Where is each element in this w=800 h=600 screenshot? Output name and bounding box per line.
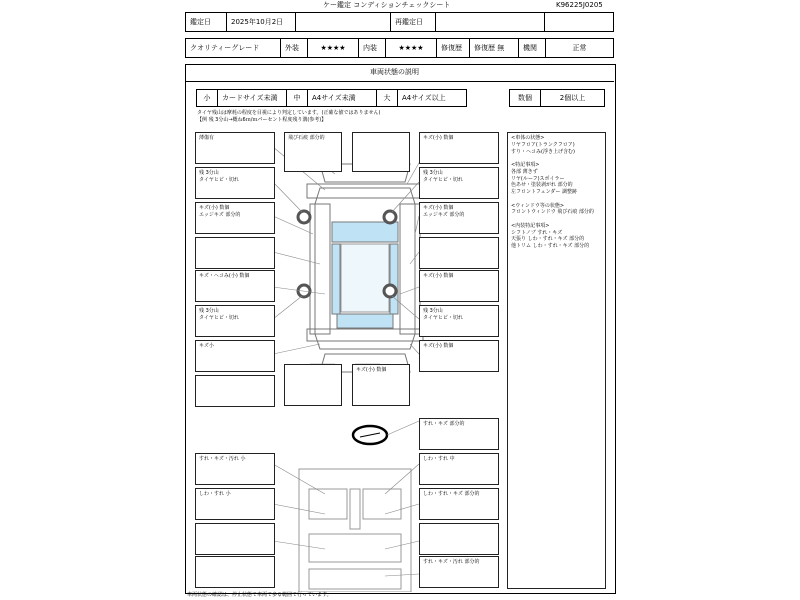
roof-panel <box>341 244 389 312</box>
ext-box-bottom-center-right: キズ(小) 数個 <box>352 364 410 406</box>
ext-box-top-center-right <box>352 132 410 172</box>
front-left-seat <box>309 489 347 519</box>
interior-outline <box>299 469 411 592</box>
interior-label: 内装 <box>359 39 386 58</box>
notes-line: 左フロントフェンダー 調整跡 <box>511 189 577 195</box>
notes-line: すり・ヘコみ(浮き上げ含む) <box>511 148 575 155</box>
ext-box-left-5: キズ・ヘコみ(小) 数個 <box>195 270 275 302</box>
luggage-area <box>309 569 401 589</box>
rear-seat <box>309 534 401 562</box>
notes-line: <ウィンドウ等の状態> <box>511 202 565 209</box>
ext-box-right-5: キズ(小) 数個 <box>419 270 499 302</box>
left-side-profile <box>310 204 330 334</box>
reappraisal-date-value <box>436 13 545 32</box>
front-right-wheel <box>384 211 396 223</box>
notes-line: <内装特記事項> <box>511 222 550 229</box>
ext-box-left-2: 残 3分山 タイヤヒビ・切れ <box>195 167 275 199</box>
size-small-desc: カードサイズ未満 <box>218 90 287 107</box>
count-label: 数個 <box>510 90 541 107</box>
quality-grade-label: クオリティーグレード <box>186 39 281 58</box>
ext-box-left-1: 薄傷有 <box>195 132 275 164</box>
size-medium-label: 中 <box>287 90 308 107</box>
int-box-steering: すれ・キズ 部分的 <box>419 418 499 450</box>
info-row <box>185 12 614 32</box>
ext-box-right-2: 残 3分山 タイヤヒビ・切れ <box>419 167 499 199</box>
rear-bumper <box>307 329 423 341</box>
ext-box-right-7: キズ(小) 数個 <box>419 340 499 372</box>
grade-row <box>185 38 614 58</box>
appraisal-date-value: 2025年10月2日 <box>227 13 296 32</box>
ext-box-right-4 <box>419 237 499 269</box>
footer-note: 車両状態の確認は、停止状態で車両で多る範囲で行っています。 <box>187 592 332 598</box>
center-console <box>350 489 360 529</box>
right-side-profile <box>400 204 420 334</box>
left-glass <box>332 244 340 314</box>
notes-line: シフトノブ すれ・キズ <box>511 229 563 236</box>
notes-line: 天張り しわ・すれ・キズ 部分的 <box>511 236 585 243</box>
ext-box-top-center-left: 飛び石痕 部分的 <box>284 132 342 172</box>
int-box-right-1: しわ・すれ 中 <box>419 453 499 485</box>
int-box-left-2: しわ・すれ 小 <box>195 488 275 520</box>
repair-history-value: 修復歴 無 <box>470 39 519 58</box>
notes-line: <車体の状態> <box>511 135 545 141</box>
notes-line: 色あせ・塗装剥がれ 部分的 <box>511 182 573 189</box>
int-box-right-3 <box>419 523 499 555</box>
notes-line: 他トリム しわ・すれ・キズ 部分的 <box>511 243 590 249</box>
ext-box-left-7: キズ小 <box>195 340 275 372</box>
notes-line: 各部 薄きず <box>511 168 538 175</box>
ext-box-bottom-center-left <box>284 364 342 406</box>
notes-list <box>511 135 594 250</box>
appraisal-date-extra <box>296 13 391 32</box>
section-title: 車両状態の説明 <box>370 68 419 76</box>
int-box-right-2: しわ・すれ・キズ 部分的 <box>419 488 499 520</box>
ext-box-right-3: キズ(小) 数個 エッジキズ 部分的 <box>419 202 499 234</box>
reappraisal-date-label: 再鑑定日 <box>391 13 436 32</box>
exterior-stars: ★★★★ <box>308 39 359 58</box>
ext-box-left-6: 残 3分山 タイヤヒビ・切れ <box>195 305 275 337</box>
front-right-seat <box>363 489 401 519</box>
rear-glass <box>337 314 393 328</box>
int-box-left-3 <box>195 523 275 555</box>
ext-box-left-3: キズ(小) 数個 エッジキズ 部分的 <box>195 202 275 234</box>
repair-history-label: 修復歴 <box>437 39 470 58</box>
notes-line: リヤ(ルーフ)スポイラー <box>511 175 565 182</box>
exterior-label: 外装 <box>281 39 308 58</box>
notes-line <box>511 155 594 162</box>
ext-box-left-4 <box>195 237 275 269</box>
front-bumper <box>307 184 423 198</box>
mechanical-label: 機関 <box>519 39 546 58</box>
right-glass <box>390 244 398 314</box>
interior-stars: ★★★★ <box>386 39 437 58</box>
front-left-wheel <box>298 211 310 223</box>
tire-note-2: 【例 残 3分山→概ね6ｍ/ｍパーセント程度残り溝(参考)】 <box>197 117 327 123</box>
windshield-glass <box>332 222 398 242</box>
int-box-left-1: すれ・キズ・汚れ 小 <box>195 453 275 485</box>
ext-box-left-8 <box>195 375 275 407</box>
notes-line <box>511 196 594 203</box>
interior-pointer-lines <box>273 464 419 576</box>
int-box-left-4 <box>195 556 275 588</box>
notes-line <box>511 216 594 223</box>
appraisal-date-label: 鑑定日 <box>186 13 227 32</box>
tire-note-1: タイヤ残山は摩耗の程度を目視により判定しています。(正確な値ではありません) <box>197 110 381 116</box>
notes-line: <特記事項> <box>511 162 540 168</box>
ext-box-right-6: 残 3分山 タイヤヒビ・切れ <box>419 305 499 337</box>
reappraisal-date-extra <box>545 13 614 32</box>
count-desc: 2個以上 <box>541 90 605 107</box>
ext-box-right-1: キズ(小) 数個 <box>419 132 499 164</box>
rear-right-wheel <box>384 285 396 297</box>
mechanical-value: 正常 <box>546 39 614 58</box>
size-large-label: 大 <box>377 90 398 107</box>
notes-line: リヤフロア(トランクフロア) <box>511 141 575 148</box>
notes-line: フロントウィンドウ 飛び石痕 部分的 <box>511 209 594 216</box>
notes-panel <box>507 132 606 589</box>
document-id: K96225J0205 <box>556 1 603 9</box>
int-box-right-4: すれ・キズ・汚れ 部分的 <box>419 556 499 588</box>
size-medium-desc: A4サイズ未満 <box>308 90 377 107</box>
size-large-desc: A4サイズ以上 <box>398 90 467 107</box>
document-title: ケー鑑定 コンディションチェックシート <box>323 1 451 9</box>
size-small-label: 小 <box>197 90 218 107</box>
